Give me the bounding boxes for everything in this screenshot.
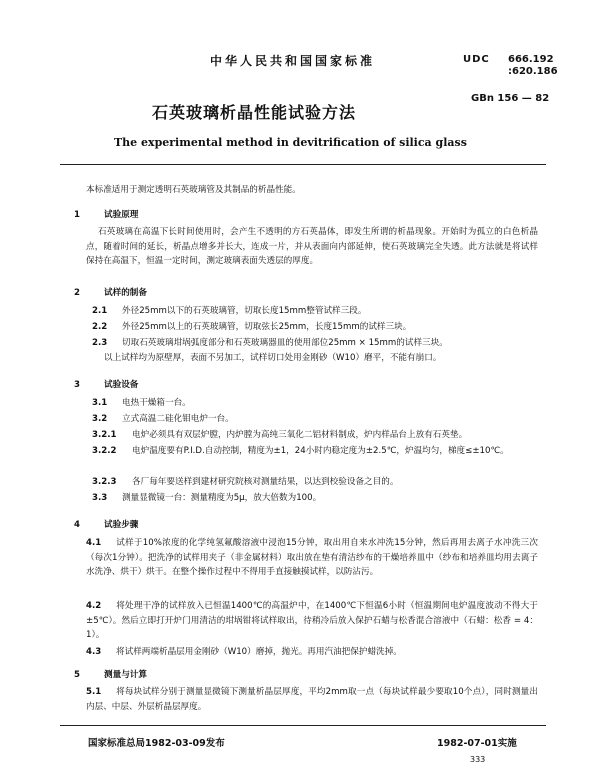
section-title: 测量与计算 — [104, 670, 147, 680]
list-item — [92, 444, 538, 459]
section-title: 试验原理 — [104, 210, 139, 220]
item-text: 将每块试样分别于测量显微镜下测量析晶层厚度，平均2mm取一点（每块试样最少要取10个点），同时测量出内层、中层、外层析晶层厚度。 — [86, 687, 538, 712]
section-number: 3 — [74, 380, 80, 390]
section-title: 试样的制备 — [104, 288, 147, 298]
section-title: 试验步骤 — [104, 520, 139, 530]
udc-code: 666.192 — [508, 54, 554, 65]
section-number: 4 — [74, 520, 80, 530]
item-text: 外径25mm以下的石英玻璃管，切取长度15mm整管试样三段。 — [122, 306, 367, 316]
intro-paragraph: 本标准适用于测定透明石英玻璃管及其制品的析晶性能。 — [86, 185, 301, 195]
item-text: 立式高温二硅化钼电炉一台。 — [122, 414, 234, 424]
issuing-country-title: 中华人民共和国国家标准 — [210, 54, 376, 68]
list-item — [92, 305, 366, 318]
page-number: 333 — [470, 755, 486, 764]
section-1-body: 石英玻璃在高温下长时间使用时，会产生不透明的方石英晶体，即发生所谓的析晶现象。开始时为孤立的白色析晶点，随着时间的延长，析晶点增多并长大，连成一片，并从表面向内部延伸，使石英玻璃完全失透。此方法就是将试样保持在高温下，恒温一定时间，测定玻璃表面失透层的厚度。 — [86, 227, 538, 266]
bottom-divider — [60, 725, 546, 726]
item-number: 4.3 — [86, 647, 102, 657]
issue-date: 国家标准总局1982-03-09发布 — [88, 738, 225, 749]
item-number: 4.1 — [86, 538, 102, 548]
top-divider — [60, 164, 546, 165]
section-number: 5 — [74, 670, 80, 680]
item-number: 2.2 — [92, 322, 108, 332]
item-number: 3.1 — [92, 398, 108, 408]
item-number: 2.3 — [92, 338, 108, 348]
item-number: 3.2.2 — [92, 446, 117, 456]
standard-code: GBn 156 — 82 — [471, 93, 550, 104]
section-1-heading — [74, 208, 138, 220]
item-number: 3.2.1 — [92, 430, 117, 440]
udc-label: UDC — [463, 54, 490, 65]
item-text: 电热干燥箱一台。 — [122, 398, 191, 408]
udc-code-suffix: :620.186 — [508, 66, 558, 77]
item-text: 将试样两端析晶层用金刚砂（W10）磨掉，抛光。再用汽油把保护蜡洗掉。 — [116, 647, 402, 657]
section-2-heading — [74, 286, 147, 298]
item-text: 试样于10%浓度的化学纯氢氟酸溶液中浸泡15分钟，取出用自来水冲洗15分钟，然后再用去离子水冲洗三次（每次1分钟）。把洗净的试样用夹子（非金属材料）取出放在垫有清洁纱布的干燥培养皿中（纱布和培养皿均用去离子水洗净、烘干）烘干。在整个操作过程中不得用手直接触摸试样，以防沾污。 — [86, 538, 538, 577]
item-number: 3.3 — [92, 493, 108, 503]
list-item — [92, 429, 467, 442]
list-item — [86, 536, 538, 580]
section-4-heading — [74, 518, 138, 530]
list-item — [92, 337, 448, 350]
list-item — [92, 492, 321, 505]
item-text: 将处理干净的试样放入已恒温1400℃的高温炉中，在1400℃下恒温6小时（恒温期间电炉温度波动不得大于±5℃）。然后立即打开炉门用清洁的坩埚钳将试样取出，待稍冷后放入保护石蜡与松香混合溶液中（石蜡：松香 = 4：1）。 — [86, 601, 538, 640]
item-text: 外径25mm以上的石英玻璃管，切取弦长25mm，长度15mm的试样三块。 — [122, 322, 412, 332]
section-number: 2 — [74, 288, 80, 298]
item-text: 电炉温度要有P.I.D.自动控制，精度为±1，24小时内稳定度为±2.5℃，炉温均匀，梯度≤±10℃。 — [132, 446, 509, 456]
item-text: 切取石英玻璃坩埚弧度部分和石英玻璃器皿的使用部位25mm × 15mm的试样三块。 — [122, 338, 448, 348]
item-number: 5.1 — [86, 687, 102, 697]
section-2-note: 以上试样均为原壁厚，表面不另加工，试样切口处用金刚砂（W10）磨平，不能有崩口。 — [104, 353, 442, 363]
section-5-heading — [74, 668, 147, 680]
document-title-english: The experimental method in devitrification of silica glass — [114, 136, 467, 149]
section-number: 1 — [74, 210, 80, 220]
list-item — [86, 599, 538, 643]
item-number: 3.2.3 — [92, 477, 117, 487]
item-number: 4.2 — [86, 601, 102, 611]
list-item — [92, 397, 191, 410]
item-number: 3.2 — [92, 414, 108, 424]
effective-date: 1982-07-01实施 — [437, 738, 517, 749]
list-item — [86, 645, 538, 660]
list-item — [92, 413, 234, 426]
item-text: 测量显微镜一台：测量精度为5μ，放大倍数为100。 — [122, 493, 322, 503]
section-3-heading — [74, 378, 138, 390]
item-text: 各厂每年要送样到建材研究院核对测量结果，以达到校验设备之目的。 — [132, 477, 399, 487]
list-item — [92, 476, 398, 489]
list-item — [92, 321, 411, 334]
item-text: 电炉必须具有双层炉膛，内炉膛为高纯三氧化二铝材料制成，炉内样品台上放有石英垫。 — [132, 430, 468, 440]
section-title: 试验设备 — [104, 380, 139, 390]
document-title: 石英玻璃析晶性能试验方法 — [152, 103, 357, 122]
list-item — [86, 685, 538, 714]
item-number: 2.1 — [92, 306, 108, 316]
